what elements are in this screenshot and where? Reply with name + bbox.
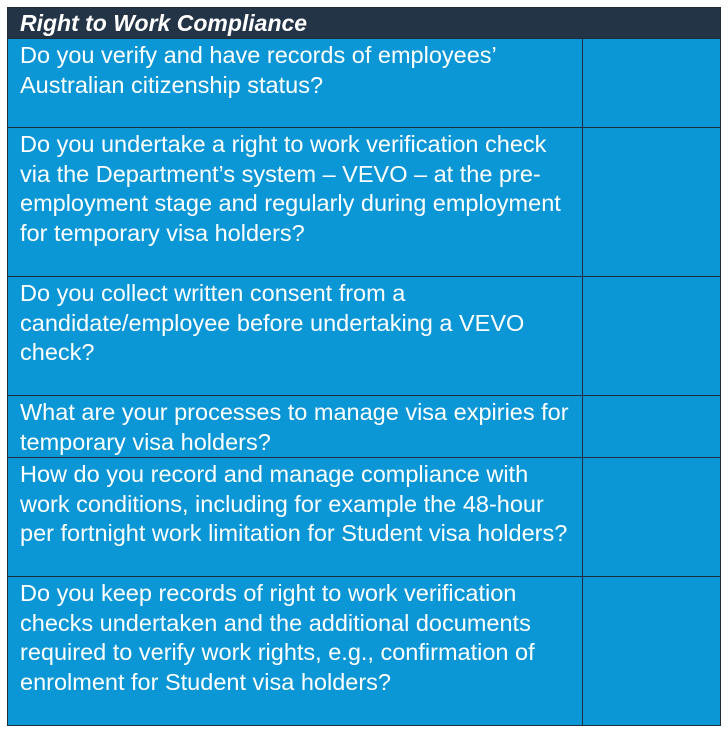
question-cell: Do you verify and have records of employees’ Australian citizenship status? bbox=[8, 39, 583, 128]
answer-cell[interactable] bbox=[583, 128, 721, 277]
table-row bbox=[8, 128, 721, 277]
table-row bbox=[8, 277, 721, 396]
table-row bbox=[8, 396, 721, 458]
question-cell: What are your processes to manage visa expiries for temporary visa holders? bbox=[8, 396, 583, 458]
table-row bbox=[8, 39, 721, 128]
answer-cell[interactable] bbox=[583, 277, 721, 396]
table-row bbox=[8, 577, 721, 726]
compliance-table bbox=[7, 7, 721, 726]
answer-cell[interactable] bbox=[583, 458, 721, 577]
answer-cell[interactable] bbox=[583, 39, 721, 128]
table-row bbox=[8, 458, 721, 577]
question-cell: Do you collect written consent from a candidate/employee before undertaking a VEVO check? bbox=[8, 277, 583, 396]
table-title: Right to Work Compliance bbox=[8, 8, 721, 39]
question-cell: How do you record and manage compliance with work conditions, including for example the 48-hour per fortnight work limitation for Student visa holders? bbox=[8, 458, 583, 577]
answer-cell[interactable] bbox=[583, 396, 721, 458]
question-cell: Do you keep records of right to work verification checks undertaken and the additional documents required to verify work rights, e.g., confirmation of enrolment for Student visa holders? bbox=[8, 577, 583, 726]
answer-cell[interactable] bbox=[583, 577, 721, 726]
table-header-row bbox=[8, 8, 721, 39]
question-cell: Do you undertake a right to work verification check via the Department’s system – VEVO – at the pre-employment stage and regularly during employment for temporary visa holders? bbox=[8, 128, 583, 277]
